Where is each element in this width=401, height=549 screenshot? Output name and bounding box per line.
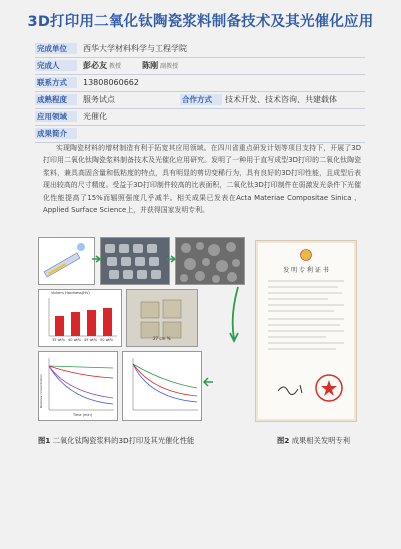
coop-value: 技术开发、技术咨询、共建载体 [225,95,337,104]
person2-title: 副教授 [160,63,179,70]
phone-label: 联系方式 [35,77,77,88]
lattice-photo [100,237,170,285]
photocatalysis-graph-2 [122,351,202,421]
unit-value: 西华大学材料科学与工程学院 [83,44,187,53]
patent-certificate [255,240,357,422]
emblem-icon [300,249,312,261]
lattice-image [101,238,169,284]
graph1-ylabel: Relative concentration [39,374,43,408]
info-row-stage [35,91,365,108]
stage-value: 服务试点 [83,95,115,104]
stage-label: 成熟程度 [35,94,77,105]
syringe-icon [39,238,94,284]
bar-label: 40 wt% [68,338,82,342]
official-seal-icon [314,373,344,403]
coop-label: 合作方式 [180,94,222,105]
hardness-chart-title: Vickers Hardness(HV) [51,291,90,295]
people-label: 完成人 [35,60,77,71]
field-label: 应用领域 [35,111,77,122]
arrow-right-icon [167,255,177,263]
caption-text: 成果相关发明专利 [291,436,351,445]
person1-name: 彭必友 [83,61,107,70]
divider [35,74,365,75]
bar-label: 45 wt% [84,338,98,342]
arrow-left-icon [202,377,214,387]
divider [35,108,365,109]
field-value: 光催化 [83,112,107,121]
sem-image [176,238,244,284]
info-row-field [35,108,365,125]
people-value [83,60,178,72]
caption-number: 图1 [38,436,51,445]
sem-photo [175,237,245,285]
person1-title: 教授 [109,63,122,70]
figure-2-caption [277,436,350,446]
bar-label: 35 wt% [52,338,66,342]
signature-mark [276,381,306,397]
divider [35,57,365,58]
caption-number: 图2 [277,436,290,445]
summary-label: 成果简介 [35,128,77,139]
info-row-summary [35,125,365,142]
unit-label: 完成单位 [35,43,77,54]
degradation-curves [123,352,201,420]
arrow-right-icon [92,255,102,263]
degradation-curves [39,352,117,420]
info-row-people [35,57,365,74]
info-row-phone [35,74,365,91]
info-row-unit [35,40,365,57]
graph1-xlabel: Time (min) [73,413,93,417]
divider [35,91,365,92]
person2-name: 陈刚 [142,61,159,70]
hardness-chart [38,289,122,347]
patent-title: 发 明 专 利 证 书 [283,267,329,274]
arrow-curve-icon [224,285,242,343]
page-title: 3D打印用二氧化钛陶瓷浆料制备技术及其光催化应用 [27,14,374,30]
syringe-photo [38,237,95,285]
bar-label: 50 wt% [100,338,114,342]
scale-label: 27 cm % [153,336,171,341]
figure-1-caption [38,436,194,446]
divider [35,125,365,126]
photocatalysis-graph-1 [38,351,118,421]
summary-paragraph: 实现陶瓷材料的增材制造有利于拓宽其应用领域。在四川省重点研发计划等项目支持下，开展了3D打印用二氧化钛陶瓷浆料制备技术及光催化应用研究。发明了一种用于直写成型3D打印的二氧化钛陶瓷浆料，兼具高固含量和低粘度的特点，具有明显的剪切变稀行为，具有良好的3D打印性能，且成型后表现出较高的尺寸精度。受益于3D打印制件较高的比表面积，二氧化钛3D打印制件在弱激发光条件下光催化性能提高了15%而辐照强度几乎减半。相关成果已发表在Acta Materiae Compositae Sinica 、Applied Surface Science上，并获得国家发明专利。 [43,144,361,215]
figure-1 [38,237,248,427]
caption-text: 二氧化钛陶瓷浆料的3D打印及其光催化性能 [52,436,195,445]
phone-value: 13808060662 [83,78,139,87]
patent-text-lines [268,279,344,379]
cubes-photo [126,289,198,347]
